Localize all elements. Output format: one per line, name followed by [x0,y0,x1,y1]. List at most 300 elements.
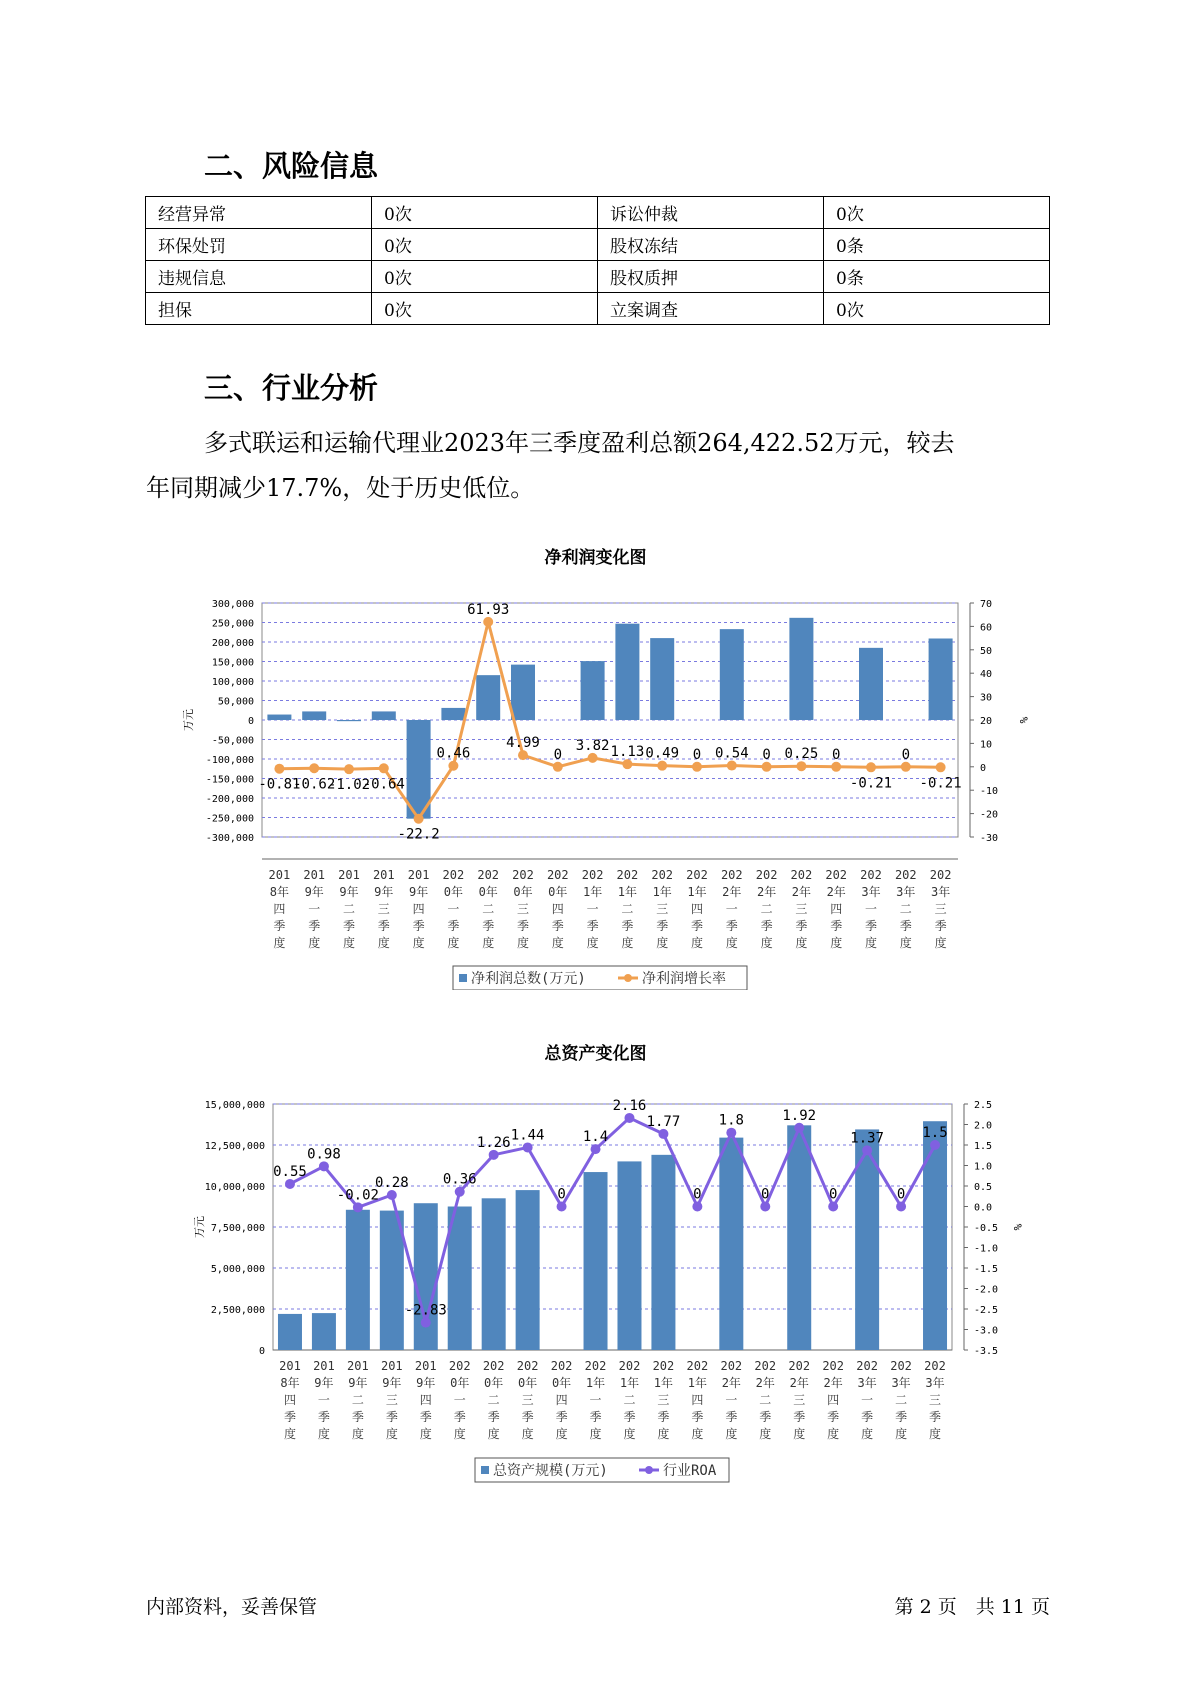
x-tick-label: 季 [657,1410,670,1424]
x-tick-label: 一 [447,902,460,916]
series-point [309,763,319,773]
series-point [448,761,458,771]
x-tick-label: 度 [317,1427,330,1441]
x-tick-label: 202 [860,868,882,882]
x-tick-label: 三 [521,1393,534,1407]
x-tick-label: 季 [929,1410,942,1424]
x-tick-label: 二 [623,1393,636,1407]
x-tick-label: 202 [686,868,708,882]
x-tick-label: 度 [690,936,704,950]
series-point [274,764,284,774]
x-tick-label: 201 [372,868,395,882]
series-point [624,1113,634,1123]
x-tick-label: 季 [725,1410,738,1424]
y2-tick-label: 20 [980,716,993,727]
data-label: 0 [896,1186,906,1203]
series-point [489,1150,499,1160]
data-label: -0.02 [336,1187,379,1204]
bar [516,1190,540,1350]
y2-tick-label: -0.5 [974,1223,999,1234]
x-tick-label: 季 [308,919,321,933]
x-tick-label: 0年 [551,1376,572,1390]
y2-axis-title: % [1011,1223,1024,1231]
y2-tick-label: -2.0 [974,1284,999,1296]
x-tick-label: 四 [412,902,425,916]
data-label: 1.13 [610,744,645,761]
x-tick-label: 度 [827,1427,840,1441]
x-tick-label: 三 [656,902,669,916]
x-tick-label: 201 [303,868,326,882]
data-label: 0 [692,746,702,763]
x-tick-label: 季 [589,1410,602,1424]
total-assets-chart [0,1056,1191,1486]
y2-tick-label: 30 [980,692,993,704]
x-tick-label: 季 [487,1410,500,1424]
x-tick-label: 度 [656,936,669,950]
legend-bar-swatch [481,1466,489,1474]
x-tick-label: 8年 [280,1376,300,1390]
x-tick-label: 一 [308,902,321,916]
data-label: 1.8 [718,1112,744,1129]
x-tick-label: 度 [895,1427,908,1441]
x-tick-label: 三 [793,1393,806,1407]
x-tick-label: 0年 [450,1376,470,1390]
y-tick-label: 0 [258,1346,265,1357]
data-label: 1.37 [850,1130,884,1147]
bar [617,1161,641,1350]
x-tick-label: 季 [760,919,773,933]
bar [372,711,396,720]
x-tick-label: 二 [482,902,495,916]
y2-tick-label: -3.0 [974,1325,999,1337]
x-tick-label: 9年 [314,1376,334,1390]
x-tick-label: 1年 [652,885,672,899]
x-tick-label: 一 [725,902,738,916]
x-tick-label: 季 [759,1410,772,1424]
x-tick-label: 二 [759,1393,772,1407]
x-tick-label: 季 [317,1410,330,1424]
x-tick-label: 201 [338,868,360,882]
risk-item-value: 0次 [372,197,598,229]
x-tick-label: 202 [618,1359,641,1373]
bar [346,1210,370,1350]
series-point [692,762,702,772]
x-tick-label: 季 [521,1410,534,1424]
y2-tick-label: -1.0 [974,1243,999,1255]
risk-item-label: 环保处罚 [146,229,372,261]
data-label: 1.4 [582,1129,609,1146]
paragraph-line-2: 年同期减少17.7%，处于历史低位。 [146,474,535,502]
x-tick-label: 3年 [930,885,951,899]
x-tick-label: 202 [790,868,813,882]
data-label: 0.55 [273,1163,307,1180]
y2-tick-label: 0 [980,762,987,774]
x-tick-label: 202 [512,868,534,882]
x-tick-label: 三 [934,902,947,916]
data-label: 3.82 [575,737,610,754]
risk-item-value: 0次 [372,293,598,325]
x-tick-label: 二 [621,902,634,916]
risk-item-label: 股权冻结 [598,229,824,261]
x-tick-label: 度 [453,1427,466,1441]
data-label: 0 [828,1186,838,1203]
x-tick-label: 度 [342,936,356,950]
x-tick-label: 1年 [585,1376,606,1390]
y-tick-label: 5,000,000 [210,1264,265,1275]
y-tick-label: -150,000 [205,774,254,786]
bar [584,1172,608,1350]
series-point [760,1202,770,1212]
y2-tick-label: -3.5 [974,1346,999,1357]
x-tick-label: 202 [720,868,743,882]
y-tick-label: 10,000,000 [204,1182,265,1193]
x-tick-label: 202 [516,1359,539,1373]
x-tick-label: 度 [759,1427,772,1441]
x-tick-label: 0年 [484,1376,504,1390]
y-tick-label: 200,000 [211,638,254,649]
data-label: 61.93 [467,601,510,618]
x-tick-label: 季 [342,919,356,933]
x-tick-label: 202 [825,868,848,882]
y-tick-label: 0 [247,716,254,727]
series-point [387,1190,397,1200]
series-point [379,763,389,773]
x-tick-label: 度 [934,936,947,950]
series-point [692,1202,702,1212]
x-tick-label: 一 [317,1393,330,1407]
x-tick-label: 1年 [617,885,638,899]
x-tick-label: 一 [861,1393,874,1407]
x-tick-label: 3年 [857,1376,877,1390]
y-tick-label: 100,000 [211,677,254,688]
series-point [455,1187,465,1197]
y-tick-label: 150,000 [211,657,254,669]
x-tick-label: 三 [385,1393,398,1407]
x-tick-label: 0年 [518,1376,538,1390]
x-tick-label: 202 [894,868,917,882]
x-tick-label: 度 [899,936,912,950]
data-label: -0.64 [362,776,405,793]
x-tick-label: 二 [760,902,773,916]
x-tick-label: 度 [273,936,286,950]
x-tick-label: 季 [351,1410,364,1424]
x-tick-label: 季 [795,919,808,933]
data-label: -22.2 [397,826,440,843]
x-tick-label: 度 [861,1427,874,1441]
x-tick-label: 度 [795,936,808,950]
x-tick-label: 季 [412,919,425,933]
bar [581,661,605,720]
y2-tick-label: 1.5 [974,1141,993,1152]
x-tick-label: 三 [929,1393,942,1407]
series-point [557,1202,567,1212]
x-tick-label: 202 [686,1359,709,1373]
x-tick-label: 0年 [478,885,498,899]
x-tick-label: 一 [586,902,599,916]
series-point [518,750,528,760]
x-tick-label: 季 [864,919,878,933]
x-tick-label: 季 [586,919,599,933]
series-point [796,761,806,771]
series-point [319,1161,329,1171]
y-tick-label: 7,500,000 [210,1223,265,1234]
y2-tick-label: 40 [980,669,993,681]
x-tick-label: 度 [589,1427,602,1441]
data-label: 0 [693,1186,702,1203]
x-tick-label: 1年 [687,1376,707,1390]
x-tick-label: 度 [385,1427,398,1441]
x-tick-label: 度 [482,936,495,950]
x-tick-label: 季 [830,919,843,933]
x-tick-label: 202 [482,1359,505,1373]
bar [789,618,813,720]
y2-tick-label: -30 [980,833,999,844]
data-label: 0.98 [307,1146,341,1163]
legend-line-label: 行业ROA [663,1463,717,1479]
bar [787,1125,811,1350]
x-tick-label: 度 [586,936,599,950]
bar [267,715,291,720]
x-tick-label: 季 [551,919,564,933]
y2-tick-label: 2.0 [974,1120,993,1132]
y2-tick-label: 1.0 [974,1161,993,1173]
x-tick-label: 季 [283,1410,296,1424]
x-tick-label: 四 [551,902,564,916]
x-tick-label: 9年 [408,885,429,899]
x-tick-label: 1年 [687,885,707,899]
y-tick-label: 12,500,000 [204,1141,265,1152]
data-label: -0.21 [919,775,962,792]
data-label: 0 [901,746,911,763]
series-point [344,764,354,774]
series-point [831,762,841,772]
x-tick-label: 202 [550,1359,573,1373]
series-point [657,761,667,771]
x-tick-label: 度 [929,1427,942,1441]
x-tick-label: 202 [448,1359,471,1373]
x-tick-label: 一 [453,1393,466,1407]
x-tick-label: 201 [407,868,430,882]
x-tick-label: 9年 [348,1376,368,1390]
risk-item-label: 担保 [146,293,372,325]
y2-tick-label: 10 [980,739,993,751]
bar [929,638,953,720]
x-tick-label: 度 [830,936,843,950]
x-tick-label: 季 [656,919,669,933]
x-tick-label: 季 [447,919,460,933]
x-tick-label: 0年 [513,885,533,899]
x-tick-label: 1年 [582,885,603,899]
x-tick-label: 2年 [756,885,777,899]
x-tick-label: 度 [516,936,530,950]
x-tick-label: 201 [347,1359,369,1373]
risk-item-value: 0条 [824,261,1050,293]
x-tick-label: 度 [864,936,878,950]
x-tick-label: 202 [856,1359,878,1373]
x-tick-label: 三 [657,1393,670,1407]
risk-table-row [146,261,1050,293]
x-tick-label: 季 [861,1410,874,1424]
x-tick-label: 季 [934,919,947,933]
x-tick-label: 202 [651,868,674,882]
y-axis-title: 万元 [182,709,195,731]
x-tick-label: 2年 [722,885,742,899]
x-tick-label: 度 [691,1427,704,1441]
risk-item-value: 0次 [372,229,598,261]
data-label: 1.77 [646,1113,681,1130]
x-tick-label: 度 [555,1427,568,1441]
x-tick-label: 0年 [548,885,568,899]
footer-confidential: 内部资料，妥善保管 [146,1596,318,1618]
series-point [726,1128,736,1138]
x-tick-label: 四 [555,1393,568,1407]
x-tick-label: 9年 [382,1376,402,1390]
data-label: 0 [762,746,771,763]
industry-paragraph [146,421,1051,511]
bar [302,711,326,720]
y-tick-label: 2,500,000 [210,1305,265,1316]
series-point [588,753,598,763]
x-tick-label: 9年 [374,885,394,899]
x-tick-label: 季 [555,1410,568,1424]
series-point [622,759,632,769]
x-tick-label: 四 [830,902,843,916]
bar [923,1121,947,1350]
x-tick-label: 2年 [789,1376,809,1390]
x-tick-label: 度 [412,936,425,950]
footer-page-number: 第 2 页 共 11 页 [894,1596,1050,1618]
y-tick-label: -300,000 [205,833,254,844]
data-label: 0 [831,746,841,763]
chart-title-net-profit: 净利润变化图 [544,548,647,568]
x-tick-label: 0年 [443,885,464,899]
y2-tick-label: 50 [980,645,993,657]
series-point [762,762,772,772]
x-tick-label: 度 [725,1427,738,1441]
data-label: 0.28 [374,1175,409,1192]
x-tick-label: 四 [273,902,286,916]
risk-item-value: 0条 [824,229,1050,261]
x-tick-label: 201 [279,1359,301,1373]
y2-tick-label: 70 [980,599,993,610]
x-tick-label: 二 [487,1393,500,1407]
x-tick-label: 202 [929,868,952,882]
y2-tick-label: -20 [980,809,999,821]
x-tick-label: 季 [793,1410,806,1424]
x-tick-label: 2年 [755,1376,775,1390]
x-tick-label: 度 [487,1427,500,1441]
y-tick-label: -50,000 [211,735,254,747]
x-tick-label: 季 [623,1410,636,1424]
series-point [794,1123,804,1133]
risk-table-row [146,293,1050,325]
x-tick-label: 季 [377,919,390,933]
x-tick-label: 度 [623,1427,636,1441]
x-tick-label: 202 [546,868,569,882]
bar [441,708,465,720]
risk-item-value: 0次 [824,197,1050,229]
data-label: 0.46 [436,745,471,762]
risk-item-label: 股权质押 [598,261,824,293]
net-profit-chart [0,560,1191,990]
bar [511,665,535,720]
x-tick-label: 1年 [619,1376,640,1390]
x-tick-label: 季 [827,1410,840,1424]
x-tick-label: 202 [754,1359,777,1373]
x-tick-label: 度 [308,936,321,950]
y2-tick-label: -10 [980,786,999,798]
series-point [866,762,876,772]
bar [650,638,674,720]
x-tick-label: 二 [342,902,356,916]
data-label: 1.26 [476,1134,511,1151]
risk-item-label: 立案调查 [598,293,824,325]
x-tick-label: 度 [447,936,460,950]
y-tick-label: -100,000 [205,755,254,766]
data-label: 2.16 [612,1097,647,1114]
x-tick-label: 季 [273,919,286,933]
legend-line-marker [645,1466,653,1474]
x-tick-label: 201 [313,1359,335,1373]
x-tick-label: 季 [453,1410,466,1424]
data-label: -1.02 [327,777,371,794]
x-tick-label: 度 [725,936,738,950]
series-point [353,1202,363,1212]
x-tick-label: 一 [864,902,878,916]
x-tick-label: 度 [760,936,773,950]
risk-item-label: 诉讼仲裁 [598,197,824,229]
x-tick-label: 202 [581,868,604,882]
x-tick-label: 度 [657,1427,670,1441]
x-tick-label: 四 [419,1393,432,1407]
data-label: 0 [553,746,563,763]
series-point [591,1144,601,1154]
y-tick-label: -200,000 [205,794,254,805]
series-point [896,1202,906,1212]
chart-title-total-assets: 总资产变化图 [544,1044,647,1064]
series-point [901,762,911,772]
series-point [285,1179,295,1189]
x-tick-label: 度 [793,1427,806,1441]
legend-bar-swatch [459,974,467,982]
legend-line-marker [624,974,632,982]
x-tick-label: 季 [419,1410,432,1424]
x-tick-label: 度 [521,1427,534,1441]
x-tick-label: 四 [827,1393,840,1407]
x-tick-label: 8年 [269,885,290,899]
x-tick-label: 一 [589,1393,602,1407]
legend-line-label: 净利润增长率 [642,971,726,987]
data-label: -0.81 [258,776,301,793]
data-label: -0.21 [849,775,893,792]
data-label: 0.25 [784,746,819,763]
y-tick-label: -250,000 [205,813,254,825]
series-point [414,814,424,824]
bar [482,1198,506,1350]
bar [278,1314,302,1350]
bar [651,1155,675,1350]
bar [720,629,744,720]
data-label: 0.49 [645,745,680,762]
x-tick-label: 9年 [416,1376,436,1390]
bar [859,648,883,720]
y-axis-title: 万元 [193,1216,206,1238]
data-label: -0.62 [293,776,336,793]
x-tick-label: 三 [377,902,390,916]
x-tick-label: 202 [616,868,639,882]
x-tick-label: 202 [822,1359,845,1373]
risk-item-label: 违规信息 [146,261,372,293]
